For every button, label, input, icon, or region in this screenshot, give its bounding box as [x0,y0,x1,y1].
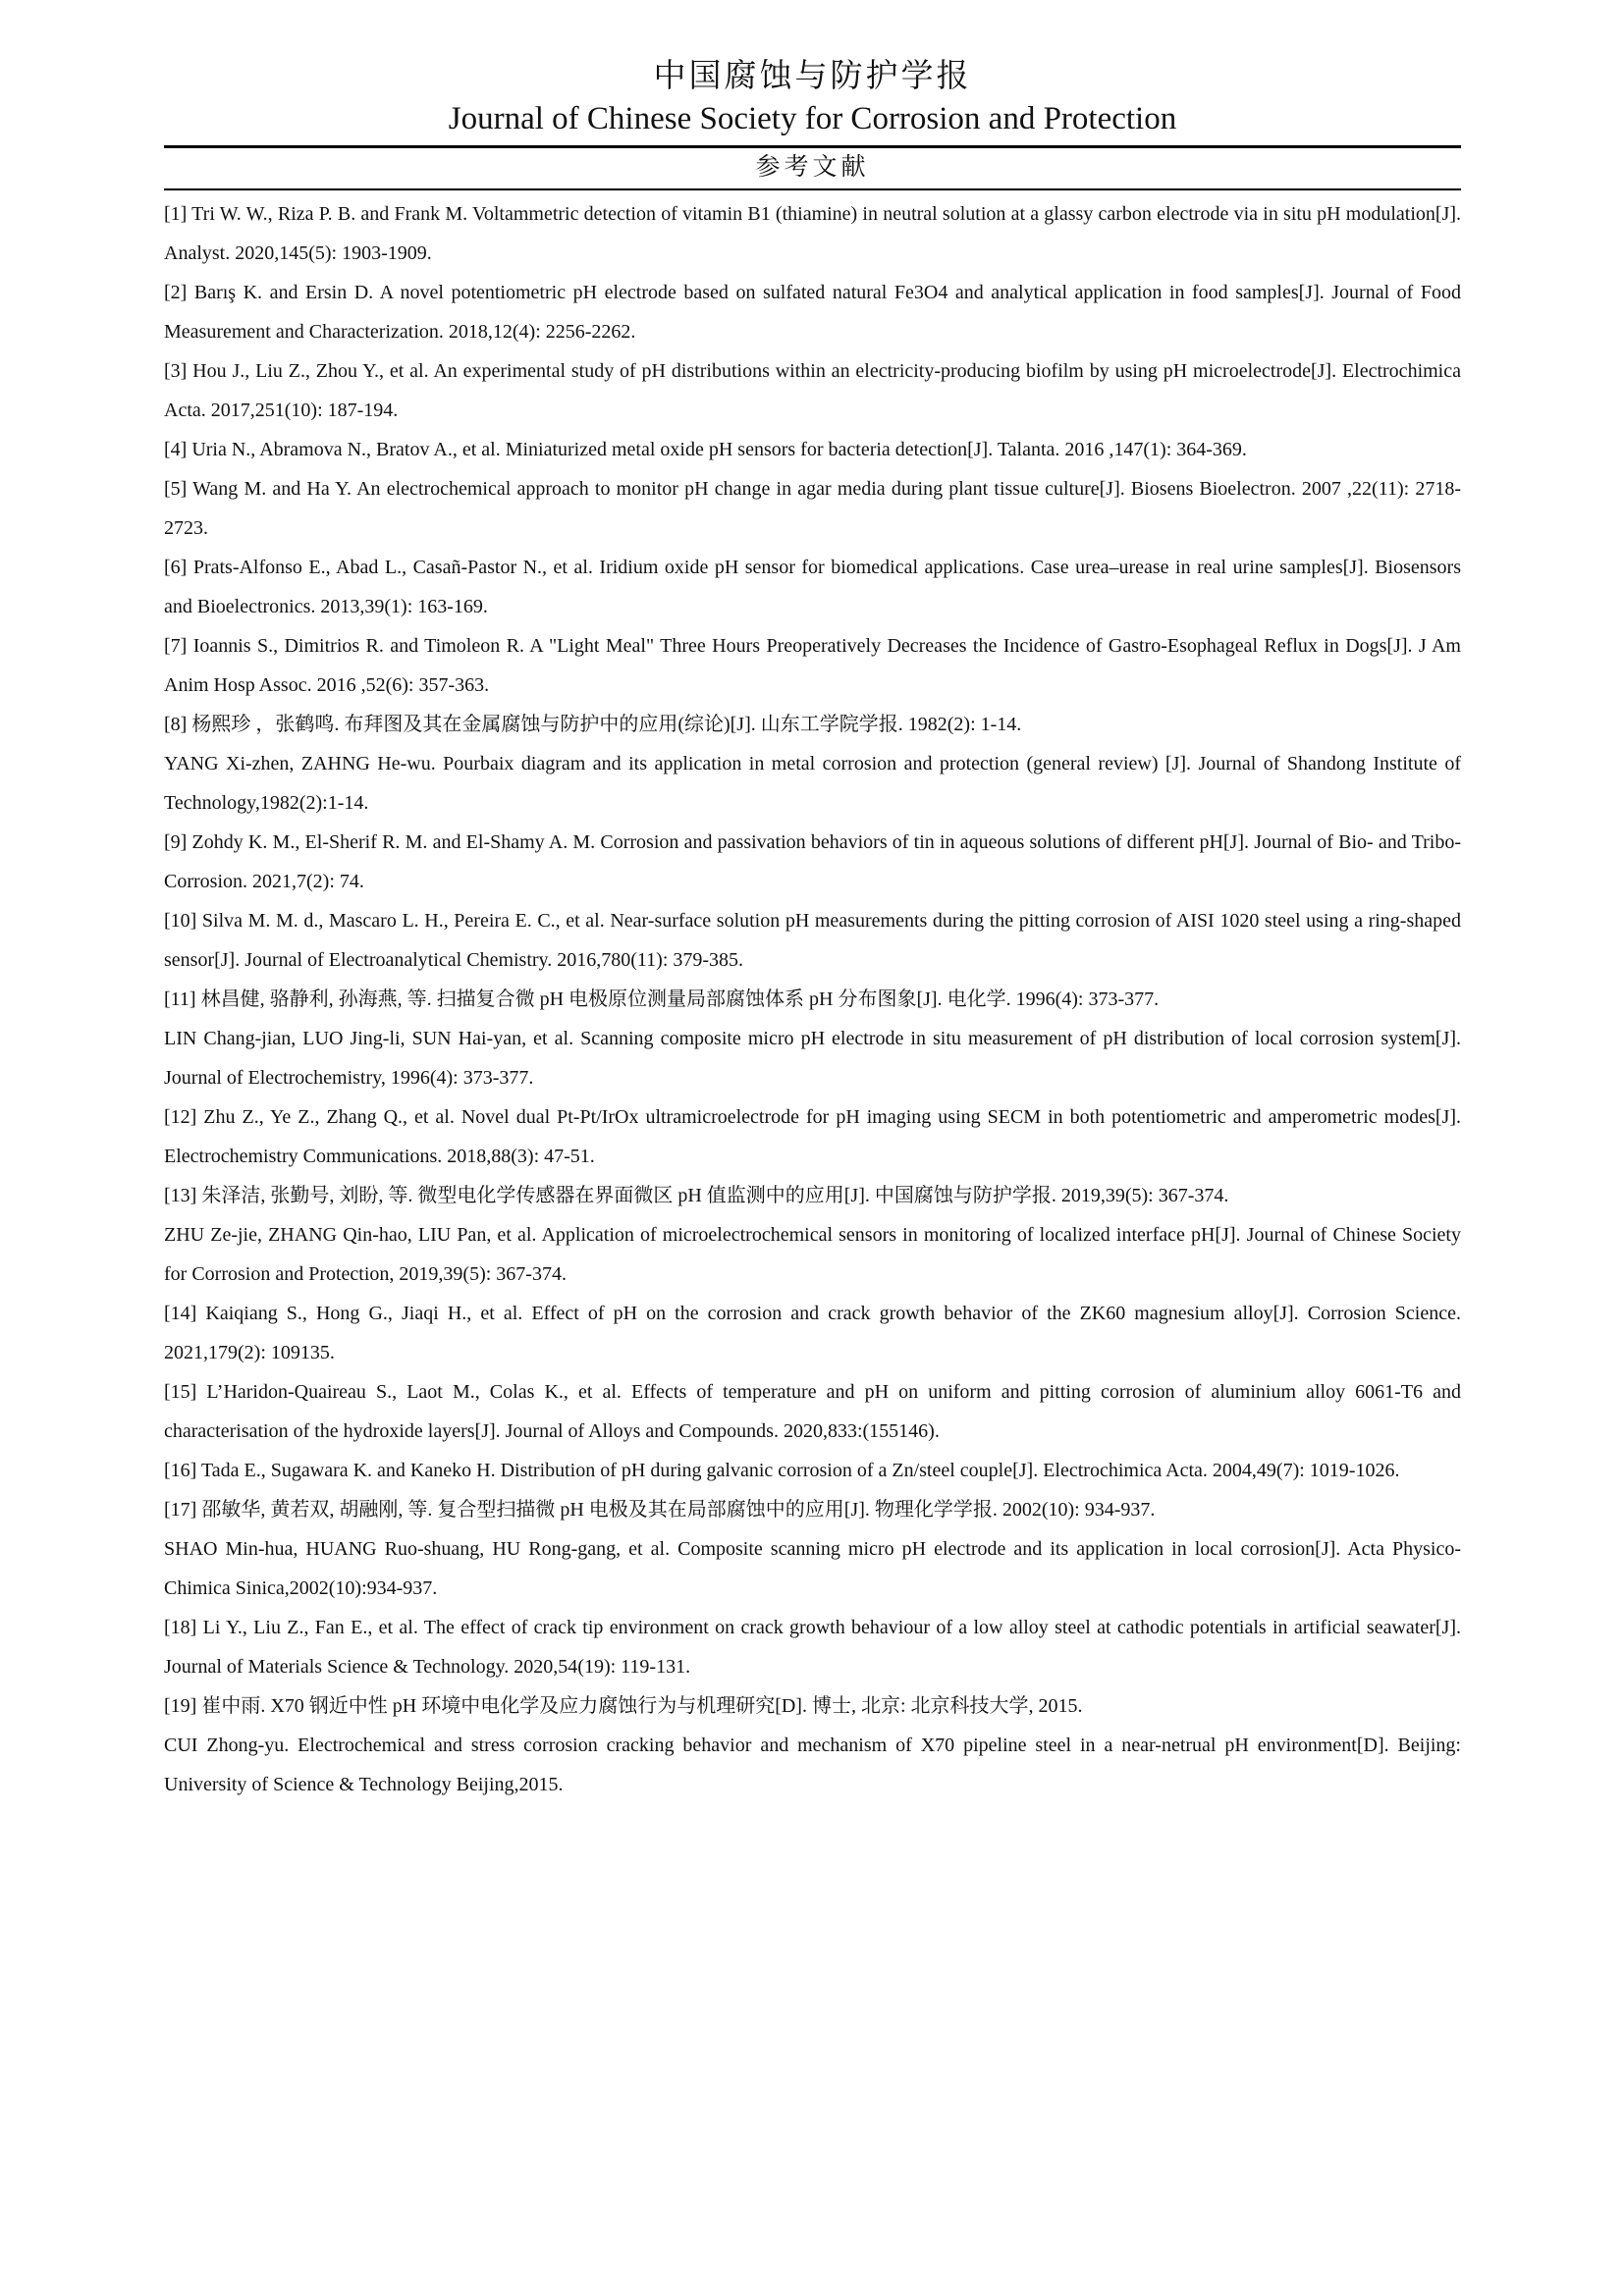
reference-paragraph: [8] 杨熙珍 ，张鹤鸣. 布拜图及其在金属腐蚀与防护中的应用(综论)[J]. 山东工学院学报. 1982(2): 1-14. [164,714,1022,735]
reference-paragraph: [6] Prats-Alfonso E., Abad L., Casañ-Pastor N., et al. Iridium oxide pH sensor for biomedical applications. Case urea–urease in real urine samples[J]. Biosensors and Bioelectronics. 2013,39(1): 163-169. [164,557,1461,617]
reference-paragraph: [9] Zohdy K. M., El-Sherif R. M. and El-Shamy A. M. Corrosion and passivation behaviors of tin in aqueous solutions of different pH[J]. Journal of Bio- and Tribo-Corrosion. 2021,7(2): 74. [164,831,1461,892]
header-rule-top [164,145,1461,148]
section-title-references: 参考文献 [755,153,870,181]
references-list [164,194,1461,1804]
reference-paragraph: [12] Zhu Z., Ye Z., Zhang Q., et al. Novel dual Pt-Pt/IrOx ultramicroelectrode for pH imaging using SECM in both potentiometric and amperometric modes[J]. Electrochemistry Communications. 2018,88(3): 47-51. [164,1106,1461,1167]
journal-title-en: Journal of Chinese Society for Corrosion and Protection [448,101,1177,137]
reference-paragraph: [5] Wang M. and Ha Y. An electrochemical approach to monitor pH change in agar media during plant tissue culture[J]. Biosens Bioelectron. 2007 ,22(11): 2718-2723. [164,478,1461,539]
reference-paragraph: [16] Tada E., Sugawara K. and Kaneko H. Distribution of pH during galvanic corrosion of a Zn/steel couple[J]. Electrochimica Acta. 2004,49(7): 1019-1026. [164,1460,1400,1481]
reference-paragraph: [7] Ioannis S., Dimitrios R. and Timoleon R. A "Light Meal" Three Hours Preoperatively Decreases the Incidence of Gastro-Esophageal Reflux in Dogs[J]. J Am Anim Hosp Assoc. 2016 ,52(6): 357-363. [164,635,1461,696]
reference-paragraph: [4] Uria N., Abramova N., Bratov A., et al. Miniaturized metal oxide pH sensors for bacteria detection[J]. Talanta. 2016 ,147(1): 364-369. [164,439,1247,460]
reference-paragraph: [17] 邵敏华, 黄若双, 胡融刚, 等. 复合型扫描微 pH 电极及其在局部腐蚀中的应用[J]. 物理化学学报. 2002(10): 934-937. [164,1499,1156,1521]
reference-paragraph: CUI Zhong-yu. Electrochemical and stress corrosion cracking behavior and mechanism of X70 pipeline steel in a near-netrual pH environment[D]. Beijing: University of Science & Technology Beijing,2015. [164,1735,1461,1795]
reference-paragraph: [2] Barış K. and Ersin D. A novel potentiometric pH electrode based on sulfated natural Fe3O4 and analytical application in food samples[J]. Journal of Food Measurement and Characterization. 2018,12(4): 2256-2262. [164,282,1461,343]
reference-paragraph: [1] Tri W. W., Riza P. B. and Frank M. Voltammetric detection of vitamin B1 (thiamine) in neutral solution at a glassy carbon electrode via in situ pH modulation[J]. Analyst. 2020,145(5): 1903-1909. [164,203,1461,264]
reference-paragraph: YANG Xi-zhen, ZAHNG He-wu. Pourbaix diagram and its application in metal corrosion and protection (general review) [J]. Journal of Shandong Institute of Technology,1982(2):1-14. [164,753,1461,814]
reference-paragraph: [15] L’Haridon-Quaireau S., Laot M., Colas K., et al. Effects of temperature and pH on uniform and pitting corrosion of aluminium alloy 6061-T6 and characterisation of the hydroxide layers[J]. Journal of Alloys and Compounds. 2020,833:(155146). [164,1381,1461,1442]
reference-paragraph: [19] 崔中雨. X70 钢近中性 pH 环境中电化学及应力腐蚀行为与机理研究[D]. 博士, 北京: 北京科技大学, 2015. [164,1695,1083,1717]
reference-paragraph: SHAO Min-hua, HUANG Ruo-shuang, HU Rong-gang, et al. Composite scanning micro pH electrode and its application in local corrosion[J]. Acta Physico-Chimica Sinica,2002(10):934-937. [164,1538,1461,1599]
reference-paragraph: [3] Hou J., Liu Z., Zhou Y., et al. An experimental study of pH distributions within an electricity-producing biofilm by using pH microelectrode[J]. Electrochimica Acta. 2017,251(10): 187-194. [164,360,1461,421]
journal-title-zh: 中国腐蚀与防护学报 [653,59,972,94]
reference-paragraph: ZHU Ze-jie, ZHANG Qin-hao, LIU Pan, et al. Application of microelectrochemical sensors in monitoring of localized interface pH[J]. Journal of Chinese Society for Corrosion and Protection, 2019,39(5): 367-374. [164,1224,1461,1285]
reference-paragraph: [10] Silva M. M. d., Mascaro L. H., Pereira E. C., et al. Near-surface solution pH measurements during the pitting corrosion of AISI 1020 steel using a ring-shaped sensor[J]. Journal of Electroanalytical Chemistry. 2016,780(11): 379-385. [164,910,1461,971]
reference-paragraph: [13] 朱泽洁, 张勤号, 刘盼, 等. 微型电化学传感器在界面微区 pH 值监测中的应用[J]. 中国腐蚀与防护学报. 2019,39(5): 367-374. [164,1185,1229,1206]
header-rule-bottom [164,188,1461,190]
reference-paragraph: [18] Li Y., Liu Z., Fan E., et al. The effect of crack tip environment on crack growth behaviour of a low alloy steel at cathodic potentials in artificial seawater[J]. Journal of Materials Science & Technology. 2020,54(19): 119-131. [164,1617,1461,1678]
reference-paragraph: [11] 林昌健, 骆静利, 孙海燕, 等. 扫描复合微 pH 电极原位测量局部腐蚀体系 pH 分布图象[J]. 电化学. 1996(4): 373-377. [164,988,1160,1010]
reference-paragraph: LIN Chang-jian, LUO Jing-li, SUN Hai-yan, et al. Scanning composite micro pH electrode in situ measurement of pH distribution of local corrosion system[J]. Journal of Electrochemistry, 1996(4): 373-377. [164,1028,1461,1089]
reference-paragraph: [14] Kaiqiang S., Hong G., Jiaqi H., et al. Effect of pH on the corrosion and crack growth behavior of the ZK60 magnesium alloy[J]. Corrosion Science. 2021,179(2): 109135. [164,1303,1461,1363]
